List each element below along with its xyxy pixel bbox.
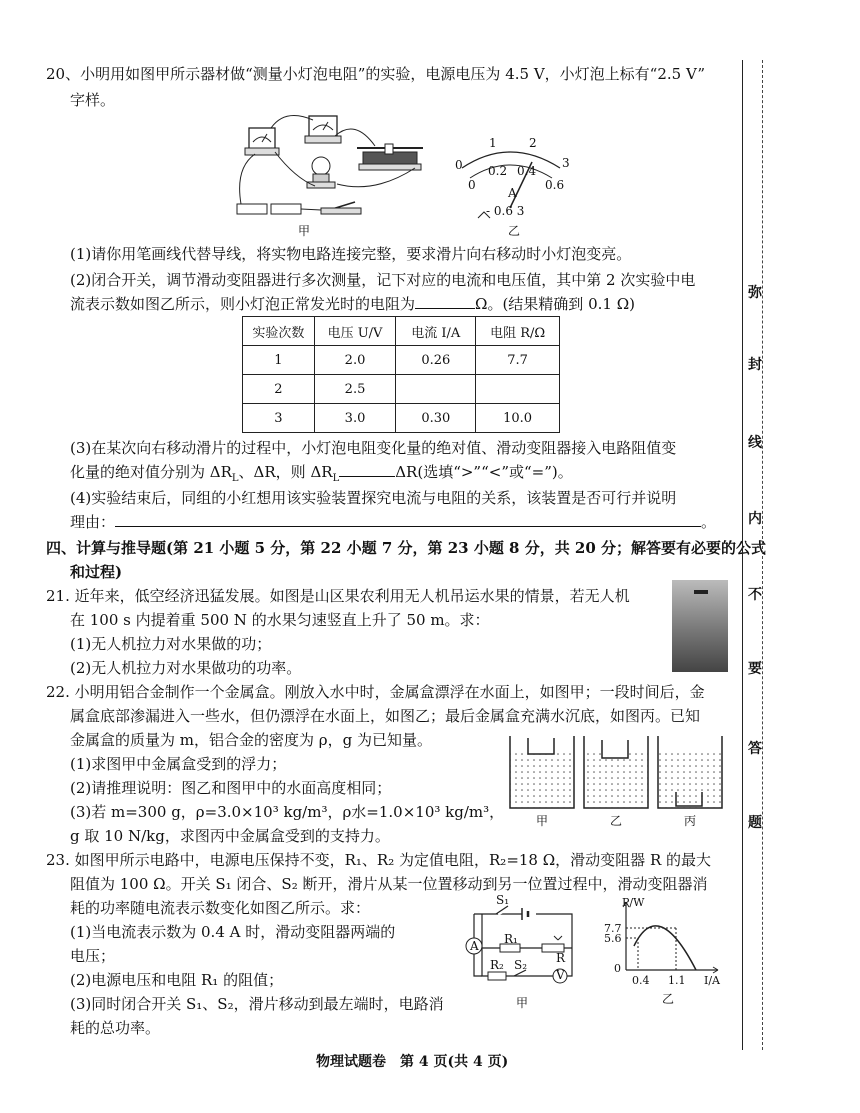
side-char: 内 (748, 511, 762, 527)
q20-line1: 20、小明用如图甲所示器材做“测量小灯泡电阻”的实验，电源电压为 4.5 V，小灯泡上标有“2.5 V” (46, 65, 705, 83)
q23-line2: 阻值为 100 Ω。开关 S₁ 闭合、S₂ 断开，滑片从某一位置移动到另一位置过程中，滑动变阻器消 (70, 875, 708, 893)
table-cell: 0.30 (396, 404, 476, 433)
table-row (243, 346, 560, 375)
answer-blank-compare[interactable] (339, 462, 395, 477)
dial-unit: A (508, 186, 517, 200)
voltmeter-icon (309, 116, 337, 138)
power-graph (610, 898, 722, 980)
side-char: 题 (748, 815, 762, 831)
q22-line3: 金属盒的质量为 m，铝合金的密度为 ρ，g 为已知量。 (70, 731, 432, 749)
side-char: 弥 (748, 285, 762, 301)
q23-line1: 23. 如图甲所示电路中，电源电压保持不变，R₁、R₂ 为定值电阻，R₂=18 Ω，滑动变阻器 R 的最大 (46, 851, 712, 869)
table-cell: 2.5 (314, 375, 396, 404)
q20-part1: (1)请你用笔画线代替导线，将实物电路连接完整，要求滑片向右移动时小灯泡变亮。 (70, 245, 632, 263)
graph-xtick: 0.4 (632, 974, 650, 987)
water-container-figure (508, 734, 726, 810)
table-cell: 3.0 (314, 404, 396, 433)
table-row (243, 375, 560, 404)
dial-terminals: - 0.6 3 (486, 204, 525, 218)
table-cell: 2.0 (314, 346, 396, 375)
q22-sub4: g 取 10 N/kg，求图丙中金属盒受到的支持力。 (70, 827, 390, 845)
dial-bottom-2: 0.4 (517, 164, 537, 178)
drone-icon (694, 590, 708, 594)
side-char: 线 (748, 435, 762, 451)
container-bing (658, 736, 722, 808)
section4-line2: 和过程) (70, 563, 123, 581)
q20-part3-line1: (3)在某次向右移动滑片的过程中，小灯泡电阻变化量的绝对值、滑动变阻器接入电路阻值变 (70, 439, 677, 457)
table-header: 电阻 R/Ω (476, 317, 560, 346)
q21-line1: 21. 近年来，低空经济迅猛发展。如图是山区果农利用无人机吊运水果的情景，若无人机 (46, 587, 630, 605)
table-cell: 1 (243, 346, 315, 375)
dial-top-2: 2 (529, 136, 537, 150)
q21-sub1: (1)无人机拉力对水果做的功； (70, 635, 272, 653)
label-r1: R₁ (504, 932, 518, 946)
q23-sub2: (2)电源电压和电阻 R₁ 的阻值； (70, 971, 284, 989)
dial-bottom-1: 0.2 (488, 164, 508, 178)
q23-sub1a: (1)当电流表示数为 0.4 A 时，滑动变阻器两端的 (70, 923, 396, 941)
graph-ytick: 0 (614, 962, 621, 975)
q22-line2: 属盒底部渗漏进入一些水，但仍漂浮在水面上，如图乙；最后金属盒充满水沉底，如图丙。已知 (70, 707, 701, 725)
fig22-yi: 乙 (610, 814, 623, 828)
graph-xtick: 1.1 (668, 974, 686, 987)
binding-rule (742, 60, 743, 1050)
dial-top-3: 3 (562, 156, 570, 170)
q22-sub3: (3)若 m=300 g，ρ=3.0×10³ kg/m³，ρ水=1.0×10³ kg/m³， (70, 803, 505, 821)
q23-sub3a: (3)同时闭合开关 S₁、S₂，滑片移动到最左端时，电路消 (70, 995, 444, 1013)
label-a: A (470, 939, 479, 953)
table-cell (476, 375, 560, 404)
table-cell: 3 (243, 404, 315, 433)
dial-top-1: 1 (489, 136, 497, 150)
q20-part3-line2: 化量的绝对值分别为 $\Delta R_L$、ΔR，则 $\Delta R_L$ ΔR(选填“>”“<”或“=”)。 (70, 463, 573, 484)
dial-top-0: 0 (455, 158, 463, 172)
q20-part2-line2: 流表示数如图乙所示，则小灯泡正常发光时的电阻为 Ω。(结果精确到 0.1 Ω) (70, 295, 635, 313)
answer-blank-resistance[interactable] (415, 294, 475, 309)
q21-line2: 在 100 s 内提着重 500 N 的水果匀速竖直上升了 50 m。求： (70, 611, 490, 629)
q20-line2: 字样。 (70, 91, 116, 109)
fig22-jia: 甲 (536, 814, 549, 828)
table-header: 实验次数 (243, 317, 315, 346)
table-cell: 7.7 (476, 346, 560, 375)
table-header-row (243, 317, 560, 346)
side-char: 封 (748, 357, 762, 373)
label-v: V (556, 968, 565, 982)
graph-xlabel: I/A (704, 974, 720, 987)
table-cell (396, 375, 476, 404)
table-cell: 10.0 (476, 404, 560, 433)
ammeter-icon (249, 128, 275, 150)
table-cell: 2 (243, 375, 315, 404)
binding-dashed-line (762, 60, 763, 1050)
q23-sub1b: 电压； (70, 947, 116, 965)
q23-line3: 耗的功率随电流表示数变化如图乙所示。求： (70, 899, 371, 917)
dial-bottom-0: 0 (468, 178, 476, 192)
fig-jia-label: 甲 (298, 224, 311, 238)
resistor-r2-icon (488, 972, 506, 980)
q20-part4-line2: 理由： 。 (70, 513, 717, 531)
table-header: 电压 U/V (314, 317, 396, 346)
container-yi (584, 736, 648, 808)
side-char: 答 (748, 741, 762, 757)
q20-part4-line1: (4)实验结束后，同组的小红想用该实验装置探究电流与电阻的关系，该装置是否可行并说明 (70, 489, 677, 507)
fig-yi-label: 乙 (508, 224, 521, 238)
q22-line1: 22. 小明用铝合金制作一个金属盒。刚放入水中时，金属盒漂浮在水面上，如图甲；一段时间后，金 (46, 683, 705, 701)
label-s1: S₁ (496, 893, 510, 907)
q22-sub2: (2)请推理说明：图乙和图甲中的水面高度相同； (70, 779, 392, 797)
q20-part2-line1: (2)闭合开关，调节滑动变阻器进行多次测量，记下对应的电流和电压值，其中第 2 次实验中电 (70, 271, 696, 289)
circuit-fig-label: 甲 (516, 996, 529, 1010)
graph-ylabel: P/W (622, 896, 645, 909)
container-jia (510, 736, 574, 808)
page-footer: 物理试题卷 第 4 页(共 4 页) (316, 1054, 509, 1070)
q22-sub1: (1)求图甲中金属盒受到的浮力； (70, 755, 287, 773)
table-cell: 0.26 (396, 346, 476, 375)
label-s2: S₂ (514, 958, 528, 972)
circuit-figure (462, 904, 592, 996)
section4-line1: 四、计算与推导题(第 21 小题 5 分，第 22 小题 7 分，第 23 小题 8 分，共 20 分；解答要有必要的公式 (46, 539, 767, 557)
drone-photo (672, 580, 728, 672)
battery-icon (237, 204, 267, 214)
answer-blank-reason[interactable] (115, 512, 701, 527)
dial-bottom-3: 0.6 (545, 178, 565, 192)
q23-sub3b: 耗的总功率。 (70, 1019, 161, 1037)
side-char: 不 (748, 587, 762, 603)
bulb-icon (312, 157, 330, 175)
table-header: 电流 I/A (396, 317, 476, 346)
graph-ytick: 5.6 (604, 932, 622, 945)
graph-fig-label: 乙 (662, 992, 675, 1006)
power-curve (634, 926, 696, 970)
graph-ytick: 7.7 (604, 922, 622, 935)
side-char: 要 (748, 661, 762, 677)
label-r: R (556, 951, 566, 965)
label-r2: R₂ (490, 958, 504, 972)
table-row (243, 404, 560, 433)
apparatus-figure (225, 108, 425, 230)
q21-sub2: (2)无人机拉力对水果做功的功率。 (70, 659, 302, 677)
data-table (242, 316, 560, 433)
fig22-bing: 丙 (684, 814, 697, 828)
